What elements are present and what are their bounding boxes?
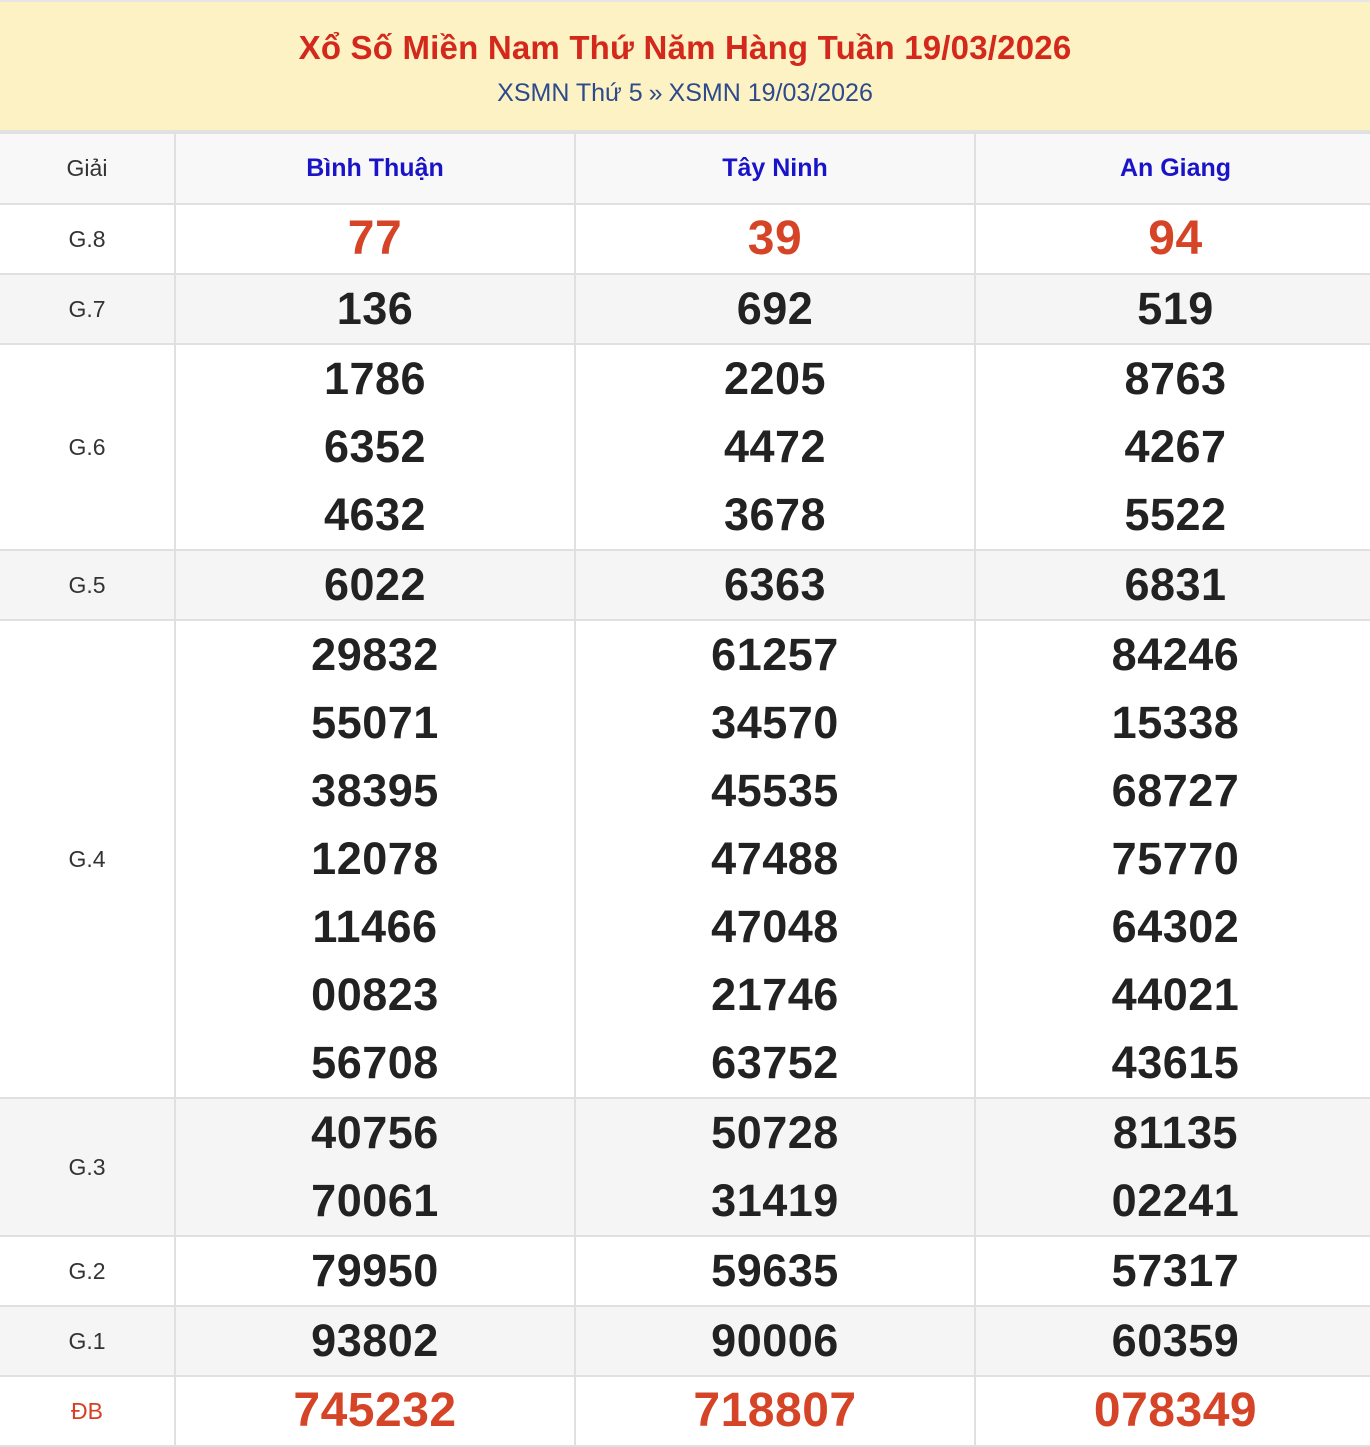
table-row	[0, 1098, 1370, 1236]
table-row	[0, 550, 1370, 620]
result-number: 38395	[311, 765, 439, 816]
result-number: 21746	[711, 969, 839, 1020]
result-cell	[175, 1376, 575, 1446]
result-number: 61257	[711, 629, 839, 680]
result-number: 70061	[311, 1175, 439, 1226]
page-title: Xổ Số Miền Nam Thứ Năm Hàng Tuần 19/03/2026	[298, 29, 1072, 66]
prize-label: G.5	[0, 550, 175, 620]
prize-label: G.4	[0, 620, 175, 1098]
result-number: 4632	[323, 489, 427, 540]
page-header	[0, 0, 1370, 132]
result-number: 29832	[311, 629, 439, 680]
result-cell	[175, 344, 575, 550]
province-header-tay-ninh[interactable]: Tây Ninh	[575, 133, 975, 204]
result-cell	[975, 620, 1370, 1098]
result-cell	[175, 1236, 575, 1306]
prize-column-header: Giải	[0, 133, 175, 204]
result-number: 57317	[1111, 1245, 1240, 1296]
result-cell	[175, 620, 575, 1098]
result-cell	[975, 204, 1370, 274]
result-number: 90006	[711, 1315, 839, 1366]
result-number: 6363	[723, 559, 827, 610]
result-number: 84246	[1111, 629, 1240, 680]
prize-label: G.8	[0, 204, 175, 274]
result-number: 31419	[711, 1175, 839, 1226]
table-row	[0, 1376, 1370, 1446]
result-cell	[575, 344, 975, 550]
prize-label: G.7	[0, 274, 175, 344]
table-row	[0, 1236, 1370, 1306]
province-header-an-giang[interactable]: An Giang	[975, 133, 1370, 204]
result-number: 64302	[1111, 901, 1240, 952]
prize-label: G.2	[0, 1236, 175, 1306]
table-header-row	[0, 133, 1370, 204]
prize-label: G.3	[0, 1098, 175, 1236]
result-cell	[975, 1376, 1370, 1446]
result-number: 75770	[1111, 833, 1240, 884]
result-number: 56708	[311, 1037, 439, 1088]
result-cell	[175, 204, 575, 274]
result-cell	[175, 1306, 575, 1376]
result-number: 136	[336, 283, 414, 334]
breadcrumb	[0, 78, 1370, 108]
result-number: 60359	[1111, 1315, 1240, 1366]
result-number: 39	[747, 212, 803, 265]
result-cell	[975, 1098, 1370, 1236]
prize-label: ĐB	[0, 1376, 175, 1446]
result-number: 6831	[1124, 559, 1227, 610]
result-cell	[575, 274, 975, 344]
result-cell	[975, 344, 1370, 550]
table-row	[0, 274, 1370, 344]
breadcrumb-link-date[interactable]: XSMN 19/03/2026	[668, 79, 873, 107]
result-cell	[575, 1098, 975, 1236]
result-number: 6352	[323, 421, 427, 472]
result-number: 77	[347, 212, 403, 265]
result-number: 79950	[311, 1245, 439, 1296]
result-number: 745232	[293, 1384, 457, 1437]
table-row	[0, 204, 1370, 274]
result-number: 45535	[711, 765, 839, 816]
table-row	[0, 1306, 1370, 1376]
result-number: 519	[1137, 283, 1214, 334]
result-number: 55071	[311, 697, 439, 748]
result-number: 1786	[323, 353, 427, 404]
table-row	[0, 620, 1370, 1098]
results-table	[0, 132, 1370, 1447]
result-cell	[575, 1236, 975, 1306]
result-number: 44021	[1111, 969, 1240, 1020]
result-number: 8763	[1124, 353, 1227, 404]
result-number: 692	[736, 283, 814, 334]
result-number: 12078	[311, 833, 439, 884]
result-number: 5522	[1124, 489, 1227, 540]
result-number: 2205	[723, 353, 827, 404]
result-number: 15338	[1111, 697, 1240, 748]
result-number: 00823	[311, 969, 439, 1020]
result-number: 50728	[711, 1107, 839, 1158]
result-number: 078349	[1093, 1384, 1258, 1437]
result-number: 43615	[1111, 1037, 1240, 1088]
result-cell	[975, 274, 1370, 344]
result-cell	[975, 1236, 1370, 1306]
table-row	[0, 344, 1370, 550]
result-number: 34570	[711, 697, 839, 748]
province-header-binh-thuan[interactable]: Bình Thuận	[175, 133, 575, 204]
result-number: 6022	[323, 559, 427, 610]
result-number: 4267	[1124, 421, 1227, 472]
result-cell	[975, 550, 1370, 620]
result-number: 59635	[711, 1245, 839, 1296]
result-number: 11466	[312, 901, 438, 952]
result-cell	[575, 620, 975, 1098]
result-number: 94	[1148, 212, 1203, 265]
result-number: 47488	[711, 833, 839, 884]
result-number: 40756	[311, 1107, 439, 1158]
result-cell	[975, 1306, 1370, 1376]
result-number: 63752	[711, 1037, 839, 1088]
result-number: 3678	[723, 489, 827, 540]
result-number: 93802	[311, 1315, 439, 1366]
result-cell	[175, 1098, 575, 1236]
result-cell	[175, 550, 575, 620]
result-number: 02241	[1111, 1175, 1240, 1226]
result-number: 4472	[723, 421, 827, 472]
breadcrumb-link-weekday[interactable]: XSMN Thứ 5	[497, 79, 643, 107]
result-number: 81135	[1112, 1107, 1239, 1158]
result-cell	[575, 550, 975, 620]
result-cell	[575, 1306, 975, 1376]
result-cell	[175, 274, 575, 344]
prize-label: G.1	[0, 1306, 175, 1376]
result-number: 47048	[711, 901, 839, 952]
breadcrumb-separator: »	[648, 79, 663, 107]
result-number: 718807	[693, 1384, 857, 1437]
result-cell	[575, 1376, 975, 1446]
prize-label: G.6	[0, 344, 175, 550]
result-cell	[575, 204, 975, 274]
result-number: 68727	[1111, 765, 1240, 816]
